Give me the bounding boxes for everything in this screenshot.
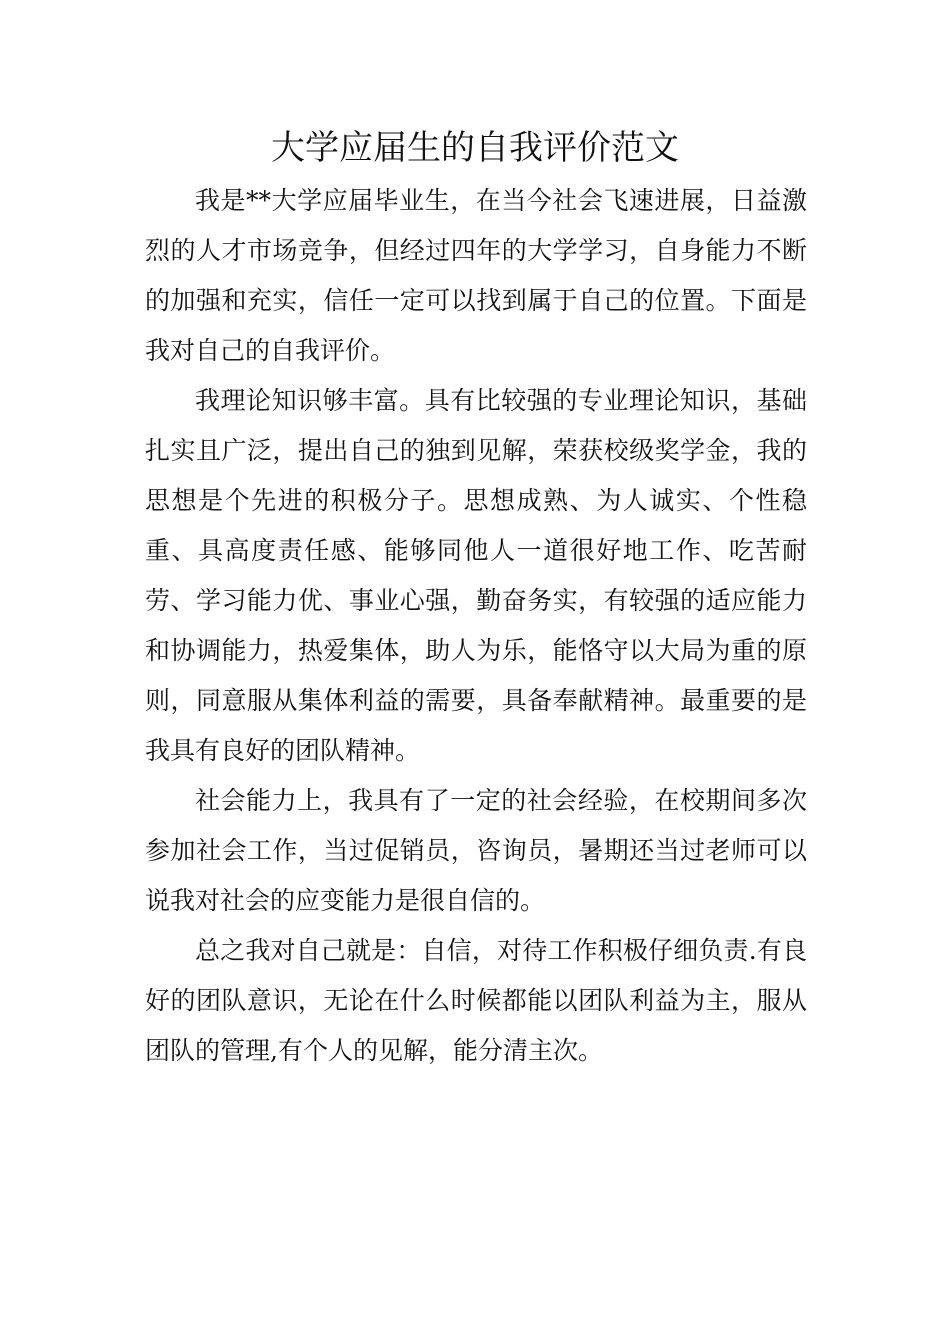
paragraph-theory-knowledge: 我理论知识够丰富。具有比较强的专业理论知识，基础扎实且广泛，提出自己的独到见解，荣获校级奖学金，我的思想是个先进的积极分子。思想成熟、为人诚实、个性稳重、具高度责任感、能够同他人一道很好地工作、吃苦耐劳、学习能力优、事业心强，勤奋务实，有较强的适应能力和协调能力，热爱集体，助人为乐，能恪守以大局为重的原则，同意服从集体利益的需要，具备奉献精神。最重要的是我具有良好的团队精神。	[145, 386, 807, 765]
document-title: 大学应届生的自我评价范文	[271, 128, 679, 168]
paragraph-social-ability: 社会能力上，我具有了一定的社会经验，在校期间多次参加社会工作，当过促销员，咨询员，暑期还当过老师可以说我对社会的应变能力是很自信的。	[145, 786, 807, 915]
paragraph-intro: 我是**大学应届毕业生，在当今社会飞速进展，日益激烈的人才市场竞争，但经过四年的大学学习，自身能力不断的加强和充实，信任一定可以找到属于自己的位置。下面是我对自己的自我评价。	[145, 186, 807, 365]
document-body	[145, 176, 807, 1076]
paragraph-summary: 总之我对自己就是：自信，对待工作积极仔细负责.有良好的团队意识，无论在什么时候都能以团队利益为主，服从团队的管理,有个人的见解，能分清主次。	[145, 936, 807, 1065]
